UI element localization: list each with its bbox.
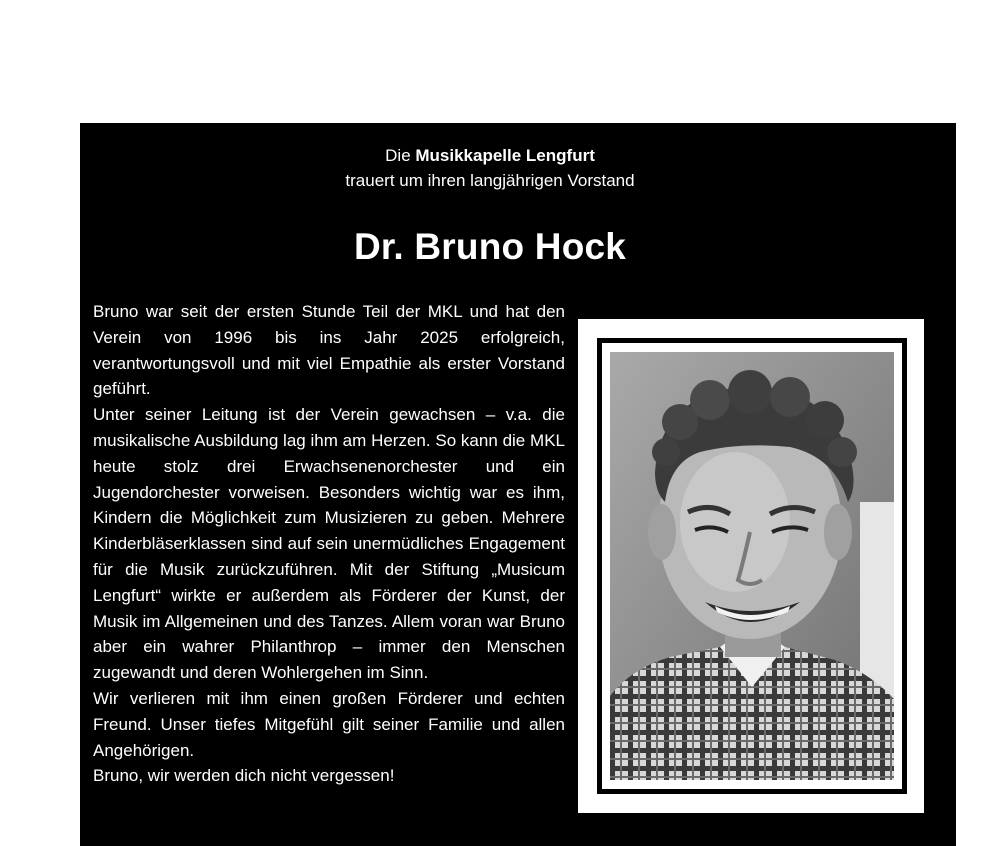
- paragraph-4: Bruno, wir werden dich nicht vergessen!: [93, 766, 395, 786]
- paragraph-1: Bruno war seit der ersten Stunde Teil der MKL und hat den Verein von 1996 bis ins Jahr 2025 erfolgreich, verantwortungsvoll und mit viel Empathie als erster Vorstand geführt.: [93, 302, 565, 399]
- portrait-border: [597, 338, 907, 794]
- intro-prefix: Die: [385, 146, 416, 165]
- intro-text: [80, 143, 900, 193]
- intro-line-2: trauert um ihren langjährigen Vorstand: [345, 171, 635, 190]
- portrait-illustration: [610, 352, 894, 780]
- intro-line-1: [80, 143, 900, 168]
- deceased-name: Dr. Bruno Hock: [353, 226, 627, 267]
- obituary-body: [93, 299, 565, 789]
- portrait-photo: [610, 352, 894, 780]
- paragraph-3: Wir verlieren mit ihm einen großen Förderer und echten Freund. Unser tiefes Mitgefühl gilt seiner Familie und allen Angehörigen.: [93, 688, 565, 760]
- obituary-card: [80, 123, 956, 846]
- portrait-frame: [578, 319, 924, 813]
- paragraph-2: Unter seiner Leitung ist der Verein gewachsen – v.a. die musikalische Ausbildung lag ihm am Herzen. So kann die MKL heute stolz drei Erwachsenenorchester und ein Jugendorchester vorweisen. Besonders wichtig war es ihm, Kindern die Möglichkeit zum Musizieren zu geben. Mehrere Kinderbläserklassen sind auf sein unermüdliches Engagement für die Musik zurückzuführen. Mit der Stiftung „Musicum Lengfurt“ wirkte er außerdem als Förderer der Kunst, der Musik im Allgemeinen und des Tanzes. Allem voran war Bruno aber ein wahrer Philanthrop – immer den Menschen zugewandt und deren Wohlergehen im Sinn.: [93, 405, 565, 683]
- organization-name: Musikkapelle Lengfurt: [415, 146, 595, 165]
